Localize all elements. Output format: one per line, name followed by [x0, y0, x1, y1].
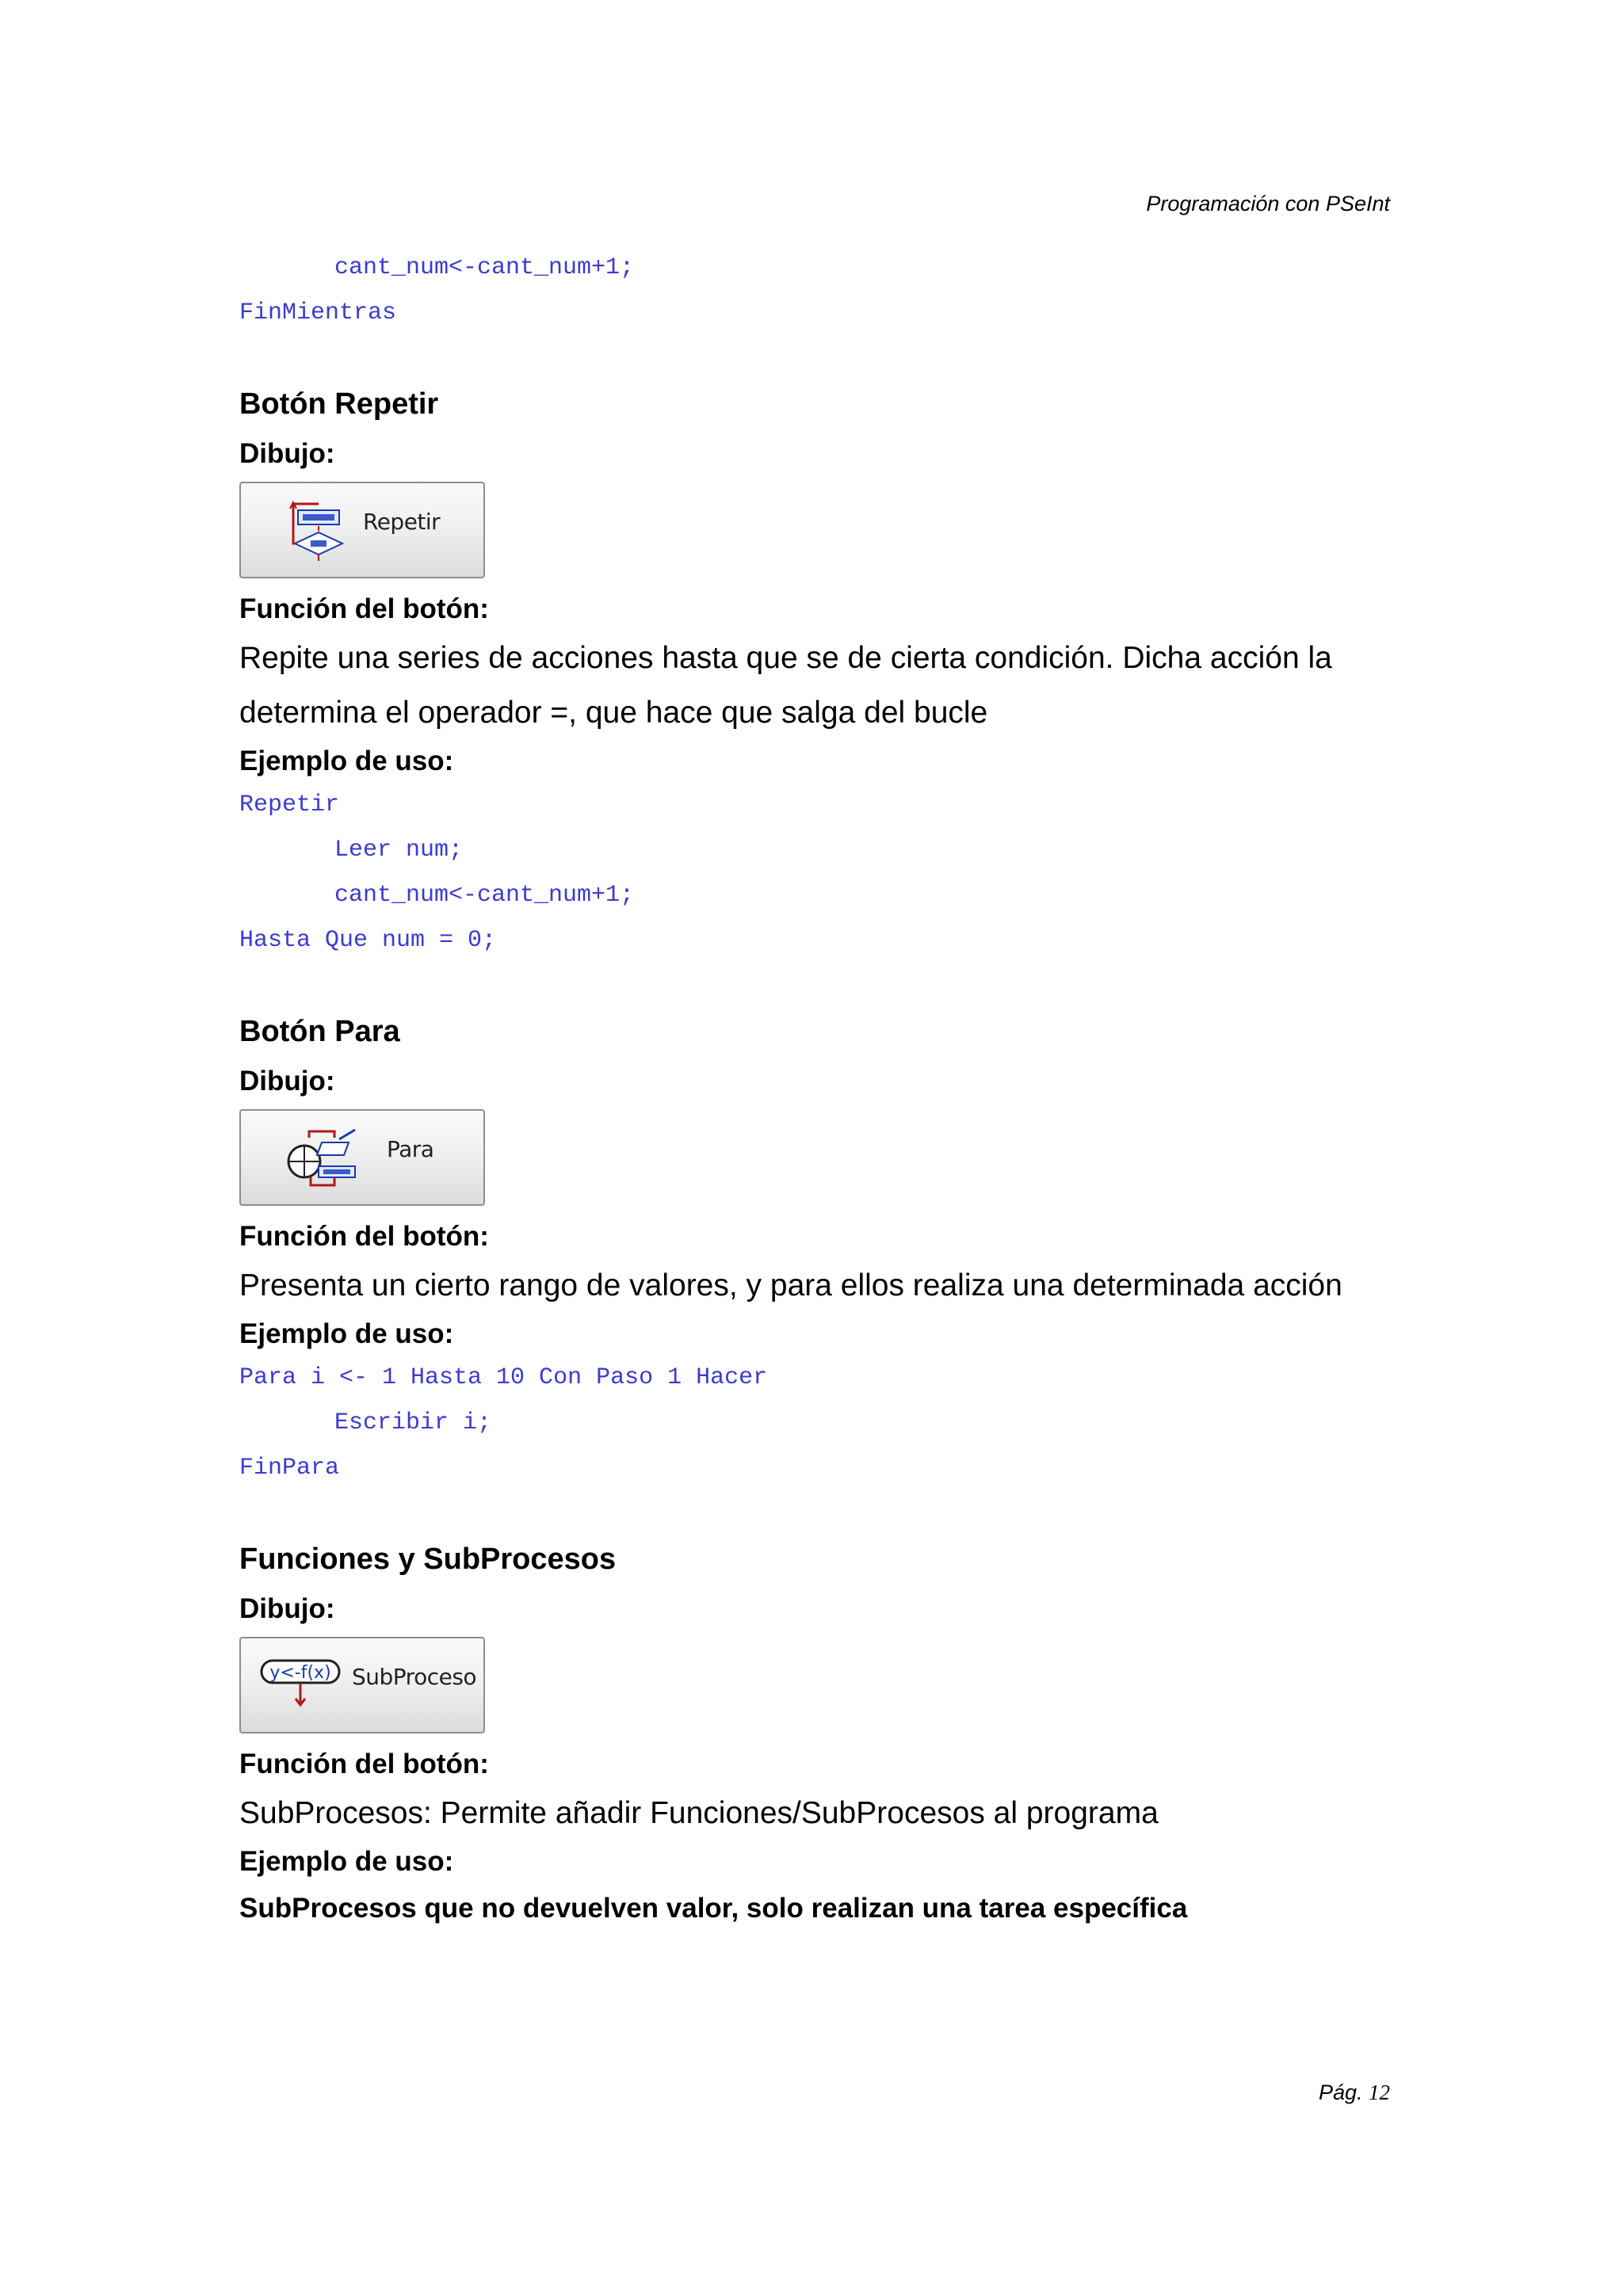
code-line: FinPara	[239, 1455, 340, 1482]
page-number	[1319, 2081, 1390, 2105]
code-line: Hasta Que num = 0;	[239, 927, 497, 954]
ejemplo-label: Ejemplo de uso:	[239, 1318, 454, 1349]
funcion-label: Función del botón:	[239, 1221, 489, 1252]
code-block	[239, 1356, 1390, 1491]
section-title: Botón Para	[239, 1015, 400, 1048]
description-line: determina el operador =, que hace que salga del bucle	[239, 696, 988, 730]
button-caption: Para	[387, 1136, 434, 1162]
code-block	[239, 783, 1390, 963]
code-block-top	[239, 246, 1390, 336]
page-content	[239, 246, 1390, 1934]
description-line: SubProcesos: Permite añadir Funciones/SubProcesos al programa	[239, 1796, 1159, 1830]
subproceso-button-image	[239, 1637, 485, 1733]
dibujo-label: Dibujo:	[239, 1593, 335, 1624]
dibujo-label: Dibujo:	[239, 438, 335, 469]
ejemplo-label: Ejemplo de uso:	[239, 1846, 454, 1877]
code-line: Repetir	[239, 791, 340, 818]
code-line: FinMientras	[239, 299, 397, 326]
para-button-image	[239, 1109, 485, 1206]
description-line: Repite una series de acciones hasta que se de cierta condición. Dicha acción la	[239, 641, 1332, 675]
code-line: Escribir i;	[334, 1409, 492, 1436]
section-title: Funciones y SubProcesos	[239, 1543, 617, 1576]
funcion-label: Función del botón:	[239, 593, 489, 624]
code-line: cant_num<-cant_num+1;	[334, 254, 635, 281]
funcion-label: Función del botón:	[239, 1749, 489, 1779]
section-para	[239, 1011, 1390, 1491]
dibujo-label: Dibujo:	[239, 1066, 335, 1097]
svg-text:y<-f(x): y<-f(x)	[269, 1663, 331, 1683]
description-line: Presenta un cierto rango de valores, y para ellos realiza una determinada acción	[239, 1268, 1342, 1302]
section-title: Botón Repetir	[239, 387, 439, 421]
repetir-button-image	[239, 482, 485, 578]
page-number-value: 12	[1369, 2081, 1390, 2104]
button-caption: SubProceso	[352, 1664, 477, 1690]
code-line: Leer num;	[334, 837, 464, 864]
code-line: Para i <- 1 Hasta 10 Con Paso 1 Hacer	[239, 1364, 768, 1391]
repeat-flowchart-icon	[287, 499, 350, 563]
button-caption: Repetir	[363, 509, 441, 535]
section-repetir	[239, 383, 1390, 963]
page-prefix: Pág.	[1318, 2081, 1363, 2104]
function-call-icon	[258, 1656, 346, 1719]
subheading: SubProcesos que no devuelven valor, solo realizan una tarea específica	[239, 1893, 1188, 1924]
ejemplo-label: Ejemplo de uso:	[239, 746, 454, 776]
section-subprocesos	[239, 1539, 1390, 1934]
page-header: Programación con PSeInt	[1146, 192, 1390, 215]
code-line: cant_num<-cant_num+1;	[334, 882, 635, 909]
for-loop-flowchart-icon	[287, 1127, 366, 1190]
